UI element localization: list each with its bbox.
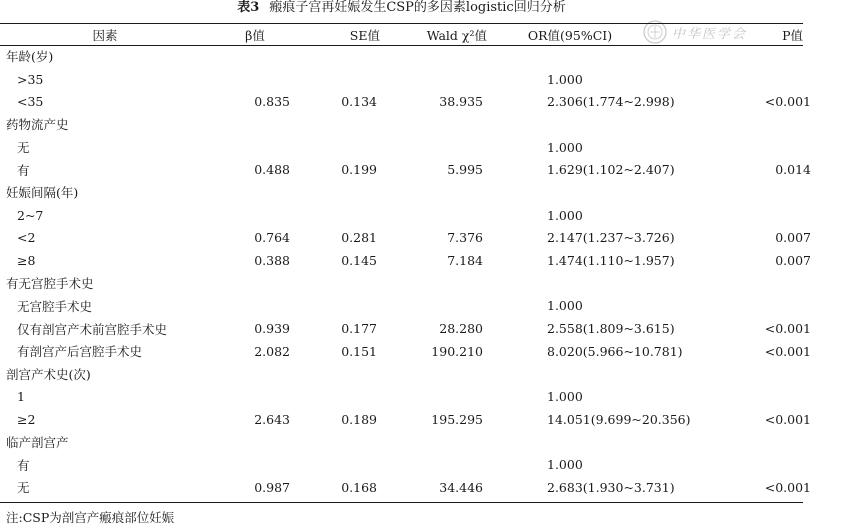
beta-cell xyxy=(210,68,300,91)
wald-cell xyxy=(380,68,487,91)
beta-cell xyxy=(210,136,300,159)
beta-cell xyxy=(210,204,300,227)
table-row xyxy=(0,249,849,272)
wald-cell: 195.295 xyxy=(431,411,483,427)
regression-table xyxy=(0,24,849,499)
or-cell xyxy=(487,45,653,68)
or-cell xyxy=(487,363,653,386)
p-cell: 0.007 xyxy=(775,253,811,269)
table-note: 注:CSP为剖宫产瘢痕部位妊娠 xyxy=(6,510,175,525)
p-cell xyxy=(653,181,849,204)
wald-cell xyxy=(380,136,487,159)
factor-cell: 1 xyxy=(17,389,25,405)
factor-cell: 无 xyxy=(17,140,30,156)
factor-cell: 妊娠间隔(年) xyxy=(6,185,79,201)
se-cell xyxy=(300,453,380,476)
or-cell: 1.000 xyxy=(547,139,583,155)
wald-cell: 5.995 xyxy=(447,162,483,178)
factor-cell: 年龄(岁) xyxy=(6,49,54,65)
se-cell: 0.281 xyxy=(341,230,377,246)
header-factor: 因素 xyxy=(92,27,118,43)
p-cell: 0.007 xyxy=(775,230,811,246)
or-cell: 1.474(1.110~1.957) xyxy=(547,253,675,269)
p-cell: <0.001 xyxy=(764,343,811,359)
header-p: P值 xyxy=(782,27,803,43)
or-cell: 8.020(5.966~10.781) xyxy=(547,343,683,359)
wald-cell xyxy=(380,45,487,68)
p-cell xyxy=(653,295,849,318)
group-row xyxy=(0,363,849,386)
group-row xyxy=(0,113,849,136)
se-cell xyxy=(300,204,380,227)
group-row xyxy=(0,45,849,68)
beta-cell: 0.488 xyxy=(254,162,290,178)
table-row xyxy=(0,136,849,159)
wald-cell: 38.935 xyxy=(439,94,483,110)
table-row xyxy=(0,476,849,499)
se-cell xyxy=(300,431,380,454)
header-wald: Wald χ²值 xyxy=(426,27,487,43)
se-cell: 0.199 xyxy=(341,162,377,178)
header-beta: β值 xyxy=(245,27,265,43)
p-cell xyxy=(653,272,849,295)
table-row xyxy=(0,204,849,227)
se-cell xyxy=(300,181,380,204)
p-cell xyxy=(653,113,849,136)
p-cell xyxy=(653,45,849,68)
wald-cell xyxy=(380,363,487,386)
beta-cell xyxy=(210,363,300,386)
se-cell xyxy=(300,295,380,318)
or-cell: 2.683(1.930~3.731) xyxy=(547,479,675,495)
se-cell: 0.189 xyxy=(341,411,377,427)
wald-cell xyxy=(380,113,487,136)
se-cell: 0.134 xyxy=(341,94,377,110)
factor-cell: ≥8 xyxy=(17,253,36,269)
p-cell xyxy=(653,431,849,454)
beta-cell xyxy=(210,113,300,136)
factor-cell: 有无宫腔手术史 xyxy=(6,276,94,292)
table-row xyxy=(0,453,849,476)
beta-cell: 0.939 xyxy=(254,321,290,337)
p-cell xyxy=(653,385,849,408)
beta-cell xyxy=(210,272,300,295)
se-cell xyxy=(300,272,380,295)
wald-cell: 28.280 xyxy=(439,321,483,337)
table-row xyxy=(0,227,849,250)
table-row xyxy=(0,295,849,318)
wald-cell xyxy=(380,385,487,408)
p-cell xyxy=(653,136,849,159)
table-row xyxy=(0,408,849,431)
watermark-text: 中华医学会 xyxy=(672,27,748,42)
beta-cell: 2.643 xyxy=(254,411,290,427)
beta-cell: 0.764 xyxy=(254,230,290,246)
beta-cell: 0.987 xyxy=(254,479,290,495)
table-row xyxy=(0,385,849,408)
factor-cell: 临产剖宫产 xyxy=(6,435,69,451)
beta-cell xyxy=(210,453,300,476)
se-cell xyxy=(300,363,380,386)
se-cell xyxy=(300,45,380,68)
table-row xyxy=(0,340,849,363)
or-cell: 2.147(1.237~3.726) xyxy=(547,230,675,246)
table-caption xyxy=(0,0,803,16)
se-cell xyxy=(300,113,380,136)
se-cell: 0.145 xyxy=(341,253,377,269)
se-cell xyxy=(300,385,380,408)
group-row xyxy=(0,431,849,454)
p-cell xyxy=(653,363,849,386)
se-cell: 0.168 xyxy=(341,479,377,495)
factor-cell: 有剖宫产后宫腔手术史 xyxy=(17,344,143,360)
table-number: 表3 xyxy=(237,0,260,15)
table-title: 瘢痕子宫再妊娠发生CSP的多因素logistic回归分析 xyxy=(269,0,566,15)
table-row xyxy=(0,317,849,340)
beta-cell: 0.388 xyxy=(254,253,290,269)
p-cell: 0.014 xyxy=(775,162,811,178)
p-cell: <0.001 xyxy=(764,479,811,495)
p-cell: <0.001 xyxy=(764,94,811,110)
factor-cell: <35 xyxy=(17,94,44,110)
p-cell: <0.001 xyxy=(764,321,811,337)
factor-cell: 无宫腔手术史 xyxy=(17,298,93,314)
wald-cell xyxy=(380,272,487,295)
or-cell: 2.306(1.774~2.998) xyxy=(547,94,675,110)
wald-cell: 7.376 xyxy=(447,230,483,246)
factor-cell: 仅有剖宫产术前宫腔手术史 xyxy=(17,321,168,337)
factor-cell: 2~7 xyxy=(17,207,44,223)
p-cell xyxy=(653,204,849,227)
wald-cell: 190.210 xyxy=(431,343,483,359)
table-row xyxy=(0,90,849,113)
p-cell: <0.001 xyxy=(764,411,811,427)
table-body xyxy=(0,45,849,499)
table-row xyxy=(0,68,849,91)
se-cell xyxy=(300,68,380,91)
beta-cell xyxy=(210,45,300,68)
group-row xyxy=(0,272,849,295)
header-row xyxy=(0,24,849,45)
wald-cell: 7.184 xyxy=(447,253,483,269)
se-cell: 0.177 xyxy=(341,321,377,337)
or-cell: 1.000 xyxy=(547,389,583,405)
wald-cell xyxy=(380,295,487,318)
or-cell xyxy=(487,272,653,295)
beta-cell: 2.082 xyxy=(254,343,290,359)
or-cell: 14.051(9.699~20.356) xyxy=(547,411,691,427)
factor-cell: 剖宫产术史(次) xyxy=(6,366,91,382)
wald-cell xyxy=(380,431,487,454)
or-cell xyxy=(487,113,653,136)
or-cell xyxy=(487,431,653,454)
or-cell: 1.000 xyxy=(547,71,583,87)
or-cell: 2.558(1.809~3.615) xyxy=(547,321,675,337)
or-cell xyxy=(487,181,653,204)
wald-cell xyxy=(380,453,487,476)
se-cell: 0.151 xyxy=(341,343,377,359)
or-cell: 1.000 xyxy=(547,298,583,314)
wald-cell xyxy=(380,204,487,227)
header-se: SE值 xyxy=(349,27,380,43)
factor-cell: 有 xyxy=(17,162,30,178)
factor-cell: 药物流产史 xyxy=(6,117,69,133)
beta-cell xyxy=(210,181,300,204)
factor-cell: >35 xyxy=(17,71,44,87)
beta-cell xyxy=(210,295,300,318)
table-row xyxy=(0,158,849,181)
wald-cell: 34.446 xyxy=(439,479,483,495)
or-cell: 1.000 xyxy=(547,457,583,473)
factor-cell: ≥2 xyxy=(17,411,36,427)
header-or: OR值(95%CI) xyxy=(527,27,613,43)
p-cell xyxy=(653,453,849,476)
beta-cell: 0.835 xyxy=(254,94,290,110)
wald-cell xyxy=(380,181,487,204)
or-cell: 1.000 xyxy=(547,207,583,223)
beta-cell xyxy=(210,431,300,454)
group-row xyxy=(0,181,849,204)
factor-cell: 有 xyxy=(17,457,30,473)
bottom-rule xyxy=(0,502,803,503)
p-cell xyxy=(653,68,849,91)
factor-cell: 无 xyxy=(17,480,30,496)
beta-cell xyxy=(210,385,300,408)
or-cell: 1.629(1.102~2.407) xyxy=(547,162,675,178)
se-cell xyxy=(300,136,380,159)
factor-cell: <2 xyxy=(17,230,36,246)
